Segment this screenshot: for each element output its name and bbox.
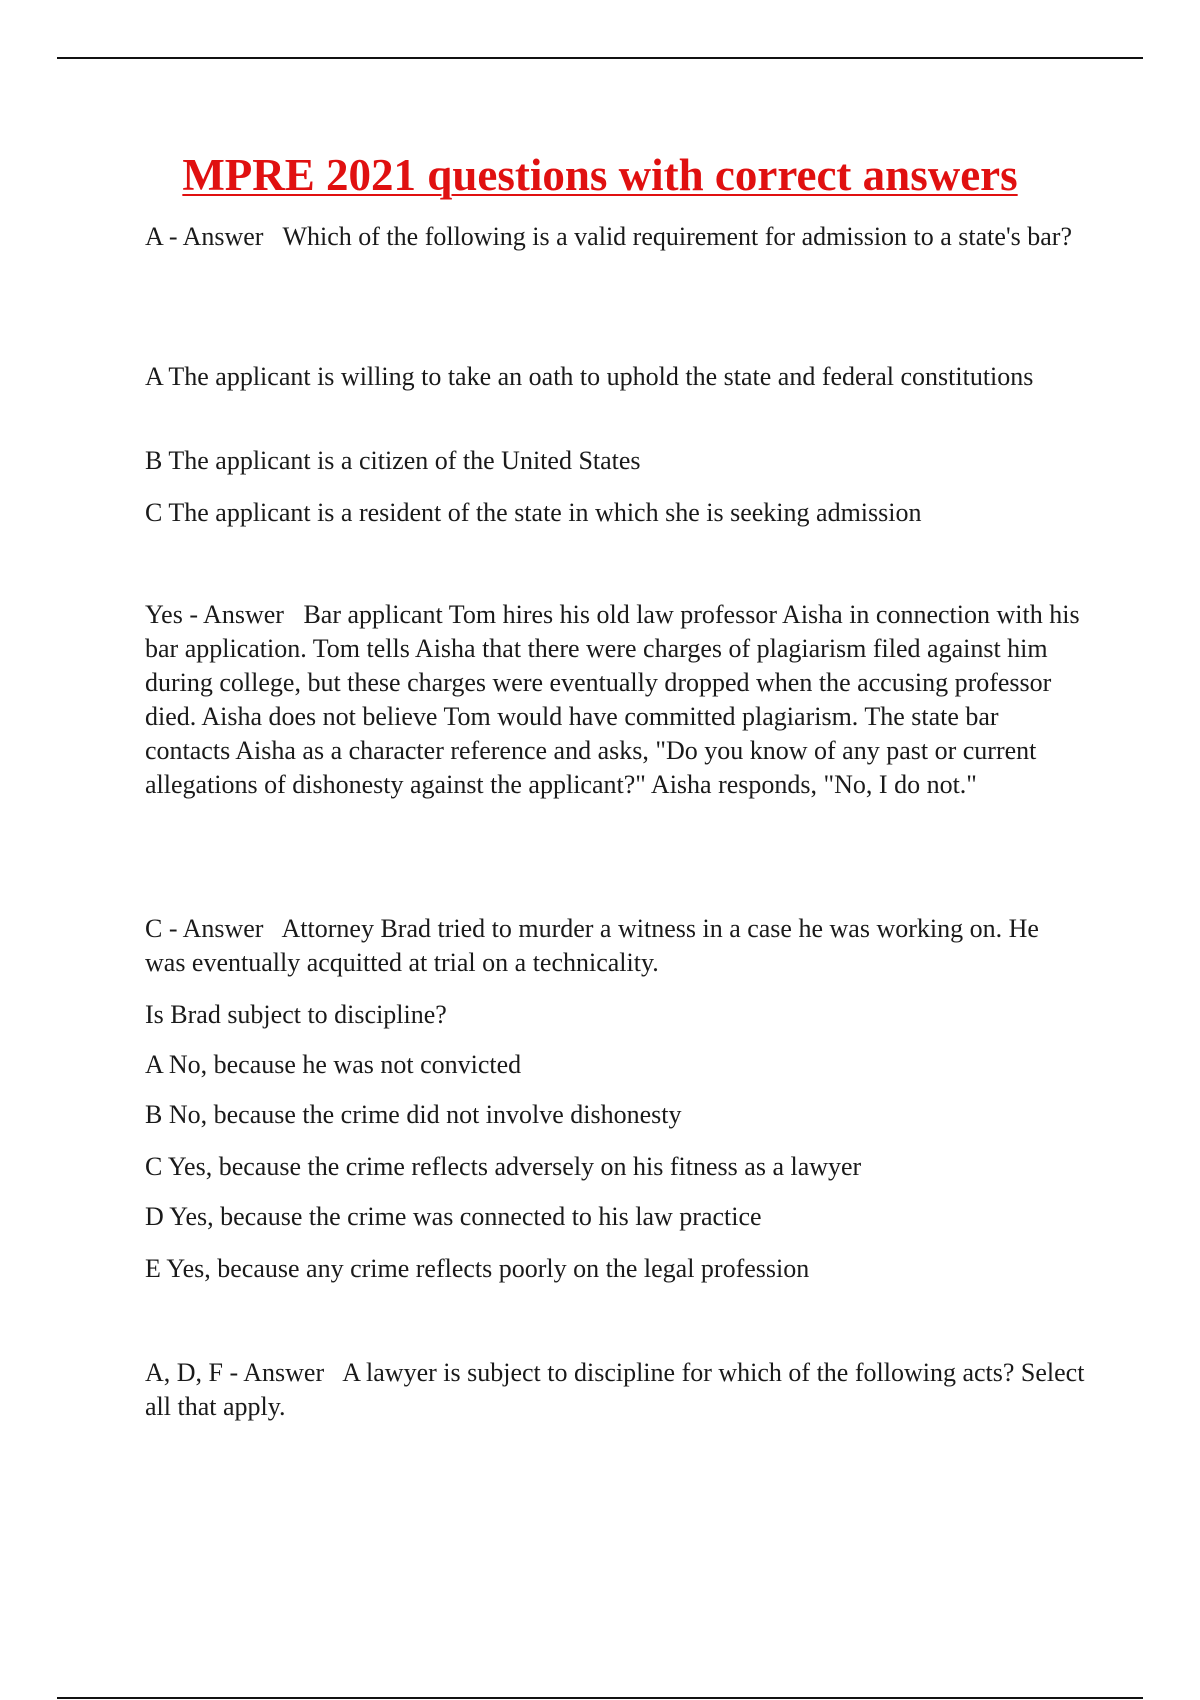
document-title: MPRE 2021 questions with correct answers xyxy=(182,150,1018,200)
bottom-rule xyxy=(57,1697,1143,1699)
answer-label: C - Answer xyxy=(145,914,264,943)
question-prompt: Is Brad subject to discipline? xyxy=(145,1000,447,1029)
option-a: A No, because he was not convicted xyxy=(145,1050,522,1079)
question-1 xyxy=(145,220,1085,254)
question-text: Bar applicant Tom hires his old law professor Aisha in connection with his bar application. Tom tells Aisha that there were charges of plagiarism filed against him during college, but these charges were eventually dropped when the accusing professor died. Aisha does not believe Tom would have committed plagiarism. The state bar contacts Aisha as a character reference and asks, "Do you know of any past or current allegations of dishonesty against the applicant?" Aisha responds, "No, I do not." xyxy=(145,600,1080,799)
question-4 xyxy=(145,1356,1085,1424)
question-text: Attorney Brad tried to murder a witness in a case he was working on. He was eventually acquitted at trial on a technicality. xyxy=(145,914,1039,977)
option-b: B No, because the crime did not involve dishonesty xyxy=(145,1100,682,1129)
question-2 xyxy=(145,598,1085,802)
option-a: A The applicant is willing to take an oath to uphold the state and federal constitutions xyxy=(145,362,1034,391)
answer-label: A, D, F - Answer xyxy=(145,1358,325,1387)
option-c: C The applicant is a resident of the state in which she is seeking admission xyxy=(145,498,922,527)
option-e: E Yes, because any crime reflects poorly on the legal profession xyxy=(145,1254,810,1283)
question-text: A lawyer is subject to discipline for which of the following acts? Select all that apply. xyxy=(145,1358,1085,1421)
option-d: D Yes, because the crime was connected to his law practice xyxy=(145,1202,762,1231)
answer-label: Yes - Answer xyxy=(145,600,284,629)
top-rule xyxy=(57,57,1143,59)
answer-label: A - Answer xyxy=(145,222,264,251)
question-text: Which of the following is a valid requirement for admission to a state's bar? xyxy=(282,222,1072,251)
question-3 xyxy=(145,912,1085,980)
option-c: C Yes, because the crime reflects adversely on his fitness as a lawyer xyxy=(145,1152,862,1181)
option-b: B The applicant is a citizen of the United States xyxy=(145,446,641,475)
